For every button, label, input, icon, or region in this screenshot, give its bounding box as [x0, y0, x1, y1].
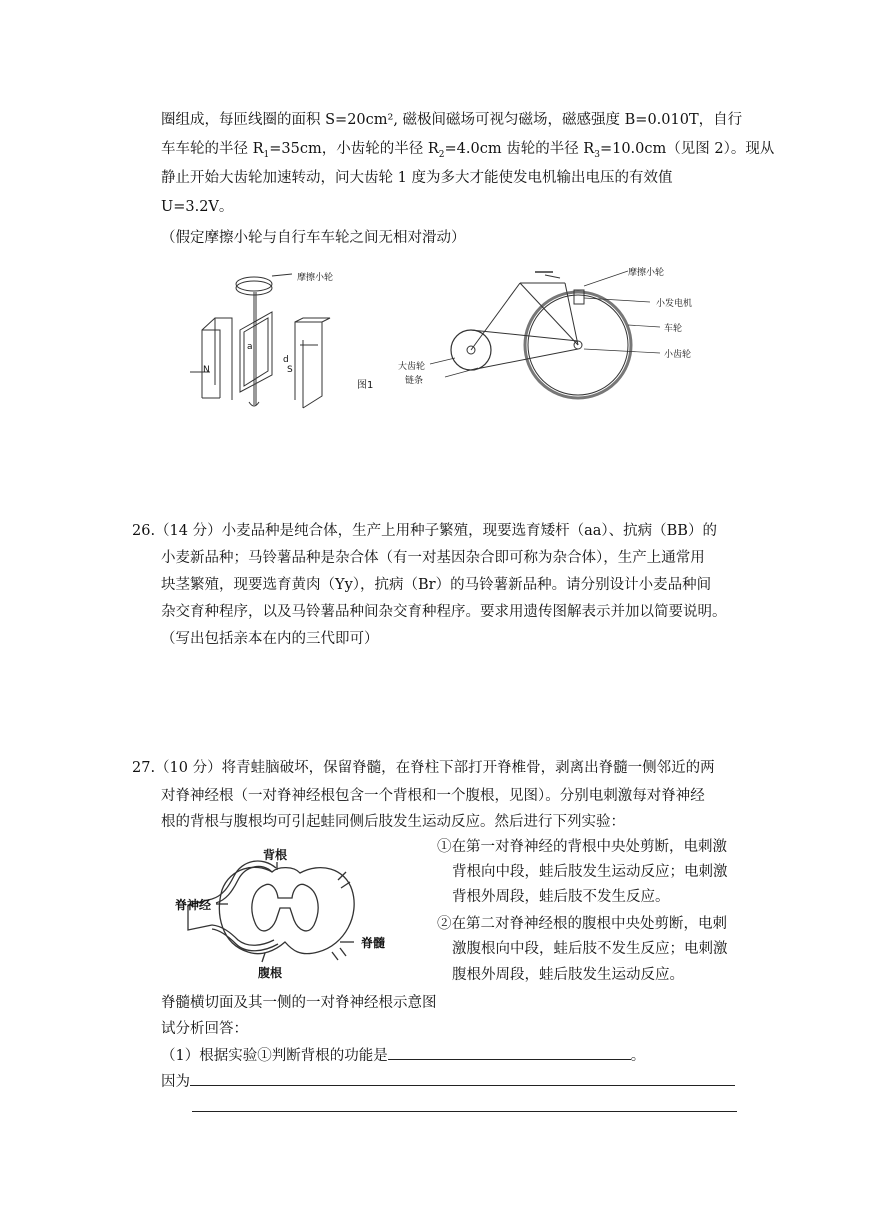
label-big-gear: 大齿轮	[398, 362, 426, 372]
pole-s-label: S	[287, 365, 293, 375]
q27-line-2: 对脊神经根（一对脊神经根包含一个背根和一个腹根，见图）。分别电刺激每对脊神经	[161, 788, 705, 804]
q25-line-4: U=3.2V。	[161, 199, 234, 215]
q27-prompt: 试分析回答：	[161, 1021, 248, 1037]
figure-1-caption: 图1	[357, 380, 374, 391]
label-spinal-nerve: 脊神经	[175, 898, 212, 912]
label-small-gear: 小齿轮	[664, 350, 692, 360]
exp2-line-1: ②在第二对脊神经根的腹根中央处剪断，电刺	[437, 916, 727, 932]
answer-blank-3[interactable]	[192, 1111, 737, 1112]
label-spinal-cord: 脊髓	[361, 936, 386, 950]
exp2-line-2: 激腹根向中段，蛙后肢不发生反应；电刺激	[452, 941, 728, 957]
label-wheel: 车轮	[664, 324, 683, 334]
exp2-line-3: 腹根外周段，蛙后肢发生运动反应。	[452, 967, 684, 983]
q26-line-3: 块茎繁殖，现要选育黄肉（Yy），抗病（Br）的马铃薯新品种。请分别设计小麦品种间	[161, 577, 712, 593]
label-chain: 链条	[405, 376, 424, 386]
exp1-line-1: ①在第一对脊神经的背根中央处剪断，电刺激	[437, 839, 727, 855]
q25-line-2: 车车轮的半径 $R_1=35cm$，小齿轮的半径 $R_2=4.0cm$ 齿轮的半径 $R_3=10.0cm$（见图 2）。现从	[161, 141, 775, 160]
answer-blank-2[interactable]	[190, 1071, 735, 1086]
pole-n-label: N	[203, 365, 210, 375]
label-dorsal-root: 背根	[263, 848, 288, 862]
label-small-generator: 小发电机	[656, 299, 693, 309]
q25-note: （假定摩擦小轮与自行车车轮之间无相对滑动）	[161, 230, 466, 246]
label-ventral-root: 腹根	[258, 966, 283, 980]
q26-line-5: （写出包括亲本在内的三代即可）	[161, 631, 379, 647]
q27-line-1: 27.（10 分）将青蛙脑破坏，保留脊髓，在脊柱下部打开脊椎骨，剥离出脊髓一侧邻近的两	[132, 760, 715, 776]
exp1-line-2: 背根向中段，蛙后肢发生运动反应；电刺激	[452, 864, 728, 880]
q25-line-1: 圈组成，每匝线圈的面积 S=20cm², 磁极间磁场可视匀磁场，磁感强度 B=0.010T，自行	[161, 112, 743, 128]
q27-line-3: 根的背根与腹根均可引起蛙同侧后肢发生运动反应。然后进行下列实验：	[161, 814, 625, 830]
spinal-figure-caption: 脊髓横切面及其一侧的一对脊神经根示意图	[161, 995, 437, 1011]
q25-line-3: 静止开始大齿轮加速转动，问大齿轮 1 度为多大才能使发电机输出电压的有效值	[161, 170, 673, 186]
coil-d-label: d	[283, 355, 289, 365]
coil-a-label: a	[247, 342, 253, 352]
q26-line-2: 小麦新品种；马铃薯品种是杂合体（有一对基因杂合即可称为杂合体），生产上通常用	[161, 550, 705, 566]
label-friction-wheel-2: 摩擦小轮	[628, 268, 665, 278]
exp1-line-3: 背根外周段，蛙后肢不发生反应。	[452, 889, 670, 905]
q27-sub-question-1: （1）根据实验①判断背根的功能是 。	[161, 1045, 645, 1066]
friction-wheel-label: 摩擦小轮	[297, 273, 334, 283]
q27-because: 因为	[161, 1071, 735, 1092]
q26-line-1: 26.（14 分）小麦品种是纯合体，生产上用种子繁殖，现要选育矮杆（aa）、抗病（BB）的	[132, 523, 717, 539]
answer-blank-1[interactable]	[388, 1045, 631, 1060]
q26-line-4: 杂交育种程序，以及马铃薯品种间杂交育种程序。要求用遗传图解表示并加以简要说明。	[161, 604, 727, 620]
